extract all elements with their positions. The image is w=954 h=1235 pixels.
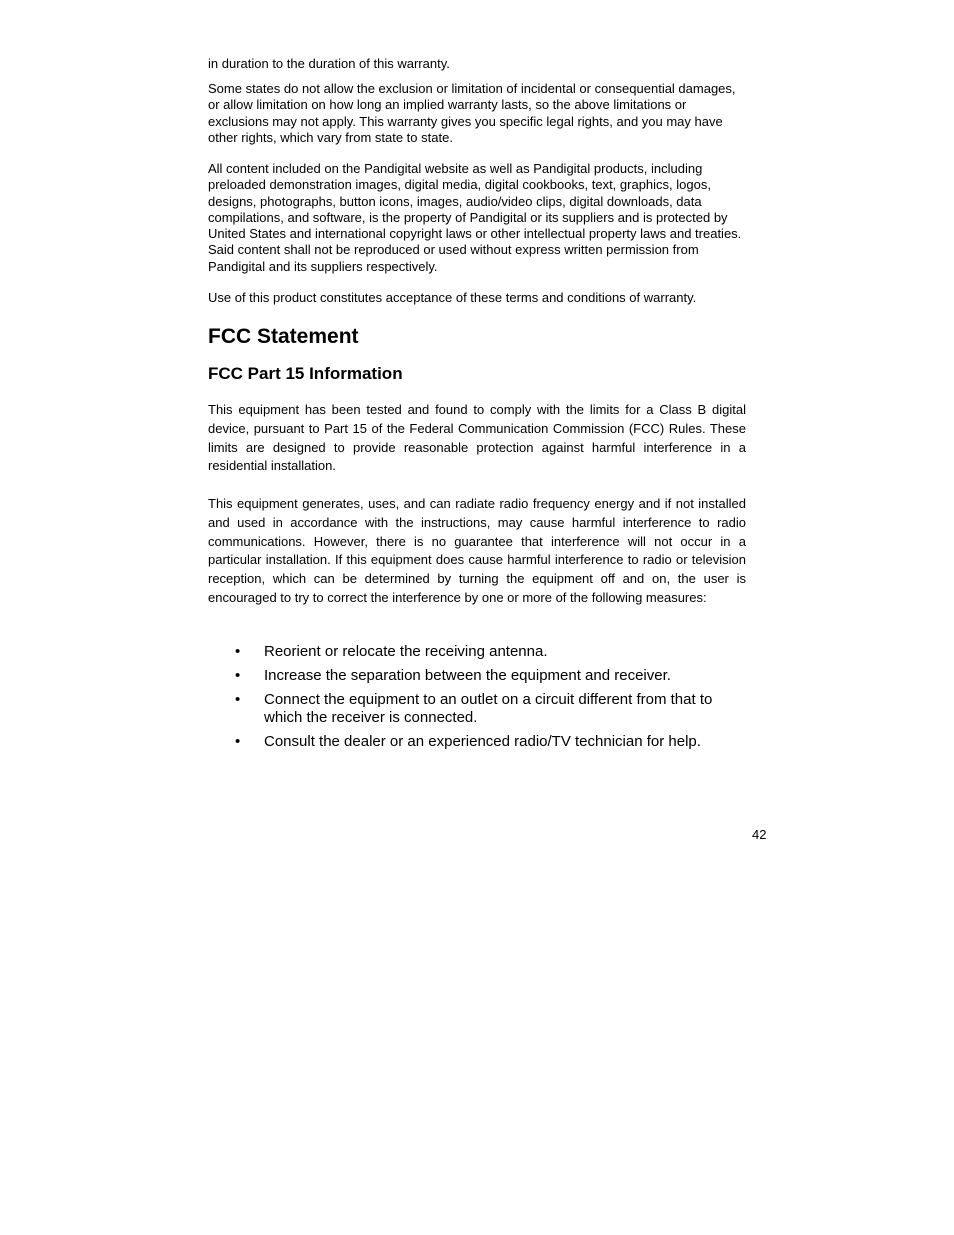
content-ownership-paragraph: All content included on the Pandigital website as well as Pandigital products, including preloaded demonstration images, digital media, digital cookbooks, text, graphics, logos, designs, photographs, button icons, images, audio/video clips, digital downloads, data compilations, and software, is the property of Pandigital or its suppliers and is protected by United States and international copyright laws or other intellectual property laws and treaties. Said content shall not be reproduced or used without express written permission from Pandigital and its suppliers respectively. (208, 161, 742, 274)
fcc-compliance-paragraph: This equipment has been tested and found to comply with the limits for a Class B digital device, pursuant to Part 15 of the Federal Communication Commission (FCC) Rules. These limits are designed to provide reasonable protection against harmful interference in a residential installation. (208, 402, 746, 474)
bullet-icon: • (235, 643, 241, 660)
list-item (208, 691, 748, 727)
fcc-interference-paragraph: This equipment generates, uses, and can radiate radio frequency energy and if not installed and used in accordance with the instructions, may cause harmful interference to radio communications. However, there is no guarantee that interference will not occur in a particular installation. If this equipment does cause harmful interference to radio or television reception, which can be determined by turning the equipment off and on, the user is encouraged to try to correct the interference by one or more of the following measures: (208, 496, 746, 605)
list-item (208, 667, 748, 685)
fcc-statement-heading: FCC Statement (208, 325, 359, 348)
bullet-icon: • (235, 691, 241, 708)
terms-acceptance-paragraph: Use of this product constitutes acceptance of these terms and conditions of warranty. (208, 290, 697, 305)
page-number: 42 (752, 827, 767, 842)
bullet-icon: • (235, 733, 241, 750)
list-item (208, 733, 748, 751)
list-item-text: Reorient or relocate the receiving antenna. (264, 643, 548, 660)
list-item-text: Consult the dealer or an experienced radio/TV technician for help. (264, 733, 701, 750)
state-limitations-paragraph: Some states do not allow the exclusion or limitation of incidental or consequential damages, or allow limitation on how long an implied warranty lasts, so the above limitations or exclusions may not apply. This warranty gives you specific legal rights, and you may have other rights, which vary from state to state. (208, 81, 736, 145)
interference-measures-list (208, 643, 748, 757)
bullet-icon: • (235, 667, 241, 684)
warranty-duration-text: in duration to the duration of this warranty. (208, 56, 450, 71)
list-item-text: Increase the separation between the equipment and receiver. (264, 667, 671, 684)
fcc-part15-subheading: FCC Part 15 Information (208, 364, 403, 383)
list-item-text: Connect the equipment to an outlet on a circuit different from that to which the receiver is connected. (264, 691, 713, 726)
list-item (208, 643, 748, 661)
